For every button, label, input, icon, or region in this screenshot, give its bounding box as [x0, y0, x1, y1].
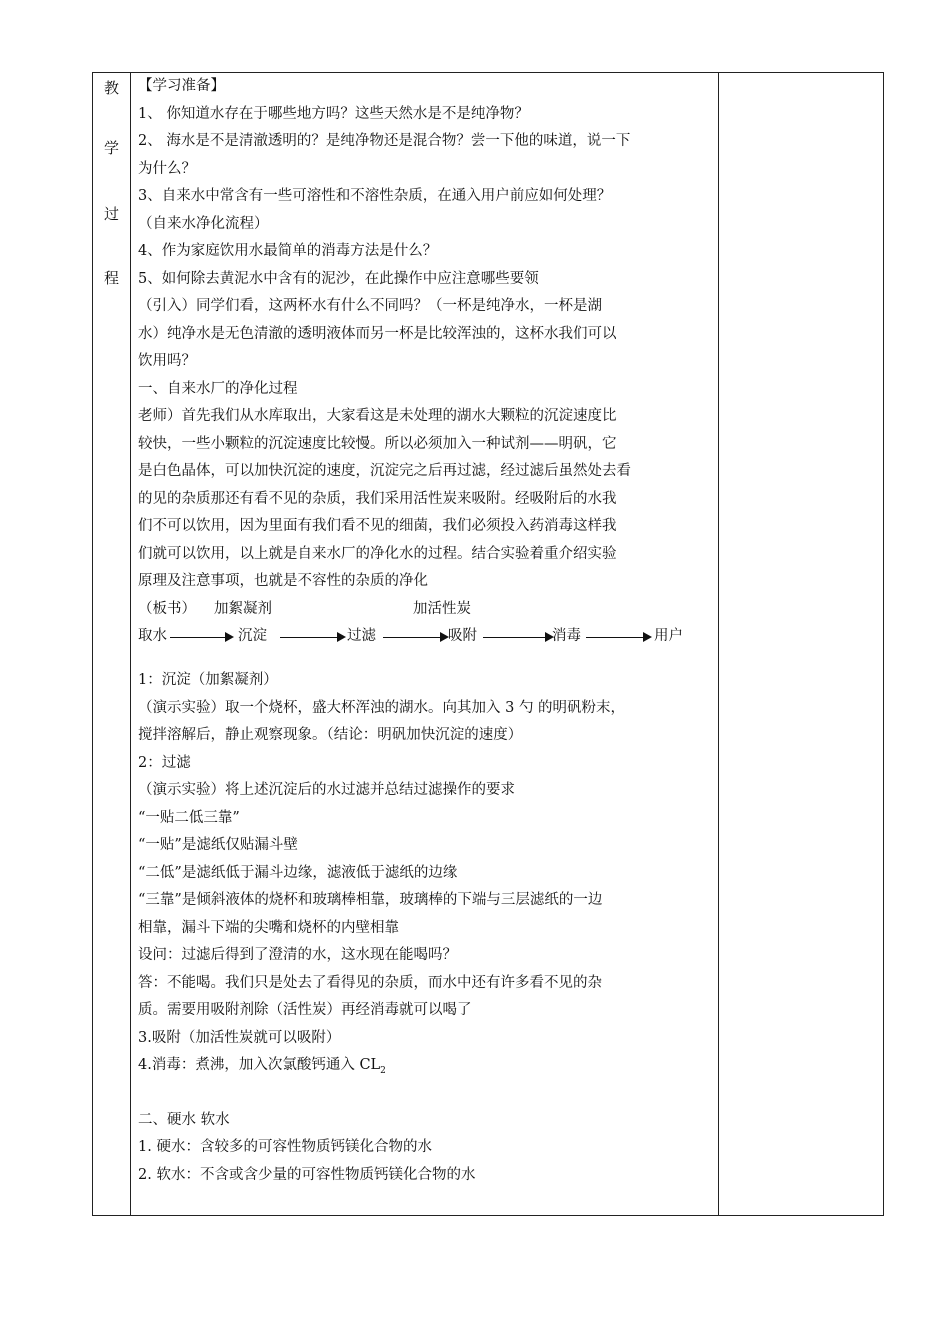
text-line: “一贴二低三靠”: [138, 809, 240, 826]
column-divider-right: [718, 73, 719, 1215]
disinfect-line: [138, 1052, 718, 1080]
disinfect-subscript: 2: [380, 1065, 386, 1076]
flow-step: 沉淀: [238, 628, 267, 644]
text-line: 1. 硬水：含较多的可容性物质钙镁化合物的水: [138, 1139, 432, 1155]
flow-arrow: [280, 637, 340, 638]
text-line: 2、 海水是不是清澈透明的？是纯净物还是混合物？尝一下他的味道，说一下: [138, 133, 631, 149]
section-label-char: 学: [103, 139, 119, 157]
text-line: 二、硬水 软水: [138, 1111, 230, 1128]
text-line: 1：沉淀（加絮凝剂）: [138, 672, 278, 688]
flow-arrow: [483, 637, 548, 638]
text-line: 搅拌溶解后，静止观察现象。（结论：明矾加快沉淀的速度）: [138, 727, 523, 743]
text-line: “三靠”是倾斜液体的烧杯和玻璃棒相靠，玻璃棒的下端与三层滤纸的一边: [138, 892, 603, 908]
spacer: [138, 653, 718, 667]
text-line: 饮用吗？: [138, 353, 196, 369]
text-line: 3、自来水中常含有一些可溶性和不溶性杂质，在通入用户前应如何处理？: [138, 188, 612, 204]
section-label-char: 程: [103, 269, 119, 287]
text-line: 【学习准备】: [138, 78, 225, 94]
text-line: 5、如何除去黄泥水中含有的泥沙，在此操作中应注意哪些要领: [138, 270, 539, 287]
text-line: 原理及注意事项，也就是不容性的杂质的净化: [138, 573, 428, 589]
text-line: 质。需要用吸附剂除（活性炭）再经消毒就可以喝了: [138, 1002, 472, 1018]
section-label-char: 过: [103, 205, 119, 223]
text-line: 答：不能喝。我们只是处去了看得见的杂质，而水中还有许多看不见的杂: [138, 974, 602, 991]
text-line: （演示实验）将上述沉淀后的水过滤并总结过滤操作的要求: [138, 782, 515, 798]
text-line: （引入）同学们看，这两杯水有什么不同吗？（一杯是纯净水，一杯是湖: [138, 298, 602, 314]
activated-carbon-label: 加活性炭: [413, 600, 471, 617]
spacer: [138, 1080, 718, 1107]
text-line: 相靠，漏斗下端的尖嘴和烧杯的内壁相靠: [138, 919, 399, 936]
text-line: 为什么？: [138, 160, 196, 177]
text-line: 水）纯净水是无色清澈的透明液体而另一杯是比较浑浊的，这杯水我们可以: [138, 325, 617, 342]
flow-annotations: [138, 596, 718, 624]
flow-arrow: [383, 637, 443, 638]
text-line: （自来水净化流程）: [138, 215, 269, 232]
text-line: （演示实验）取一个烧杯，盛大杯浑浊的湖水。向其加入 3 勺 的明矾粉末，: [138, 699, 626, 716]
text-line: 们就可以饮用，以上就是自来水厂的净化水的过程。结合实验着重介绍实验: [138, 545, 617, 562]
text-line: 2：过滤: [138, 754, 191, 771]
hard-soft-water-block: [138, 1107, 718, 1190]
text-line: 是白色晶体，可以加快沉淀的速度，沉淀完之后再过滤，经过滤后虽然处去看: [138, 463, 631, 479]
flow-step: 吸附: [448, 628, 477, 644]
section-label-char: 教: [103, 79, 119, 97]
text-line: 2. 软水：不含或含少量的可容性物质钙镁化合物的水: [138, 1166, 476, 1183]
text-line: 老师）首先我们从水库取出，大家看这是未处理的湖水大颗粒的沉淀速度比: [138, 408, 617, 424]
text-line: 较快，一些小颗粒的沉淀速度比较慢。所以必须加入一种试剂——明矾，它: [138, 435, 617, 452]
flow-step: 取水: [138, 628, 167, 644]
lesson-table: [92, 72, 884, 1216]
text-line: 3.吸附（加活性炭就可以吸附）: [138, 1029, 341, 1046]
flow-arrow: [170, 637, 228, 638]
text-line: 4、作为家庭饮用水最简单的消毒方法是什么？: [138, 243, 438, 259]
column-divider-left: [130, 73, 131, 1215]
lesson-content: [138, 73, 718, 1189]
text-line: 的见的杂质那还有看不见的杂质，我们采用活性炭来吸附。经吸附后的水我: [138, 490, 617, 507]
text-line: 1、 你知道水存在于哪些地方吗？这些天然水是不是纯净物？: [138, 105, 529, 122]
text-line: “一贴”是滤纸仅贴漏斗壁: [138, 837, 298, 853]
text-line: 设问：过滤后得到了澄清的水，这水现在能喝吗？: [138, 947, 457, 963]
board-label: （板书）: [138, 600, 196, 617]
steps-block: [138, 667, 718, 1052]
purification-flow: [138, 623, 718, 653]
text-line: 们不可以饮用，因为里面有我们看不见的细菌，我们必须投入药消毒这样我: [138, 518, 617, 534]
flocculant-label: 加絮凝剂: [214, 600, 272, 617]
disinfect-text: 4.消毒：煮沸，加入次氯酸钙通入 CL: [138, 1057, 381, 1073]
text-line: “二低”是滤纸低于漏斗边缘，滤液低于滤纸的边缘: [138, 864, 458, 881]
text-line: 一、自来水厂的净化过程: [138, 380, 298, 397]
flow-step: 过滤: [347, 628, 376, 644]
flow-step: 用户: [654, 628, 683, 644]
flow-step: 消毒: [552, 628, 581, 644]
flow-arrow: [586, 637, 646, 638]
intro-block: [138, 73, 718, 596]
